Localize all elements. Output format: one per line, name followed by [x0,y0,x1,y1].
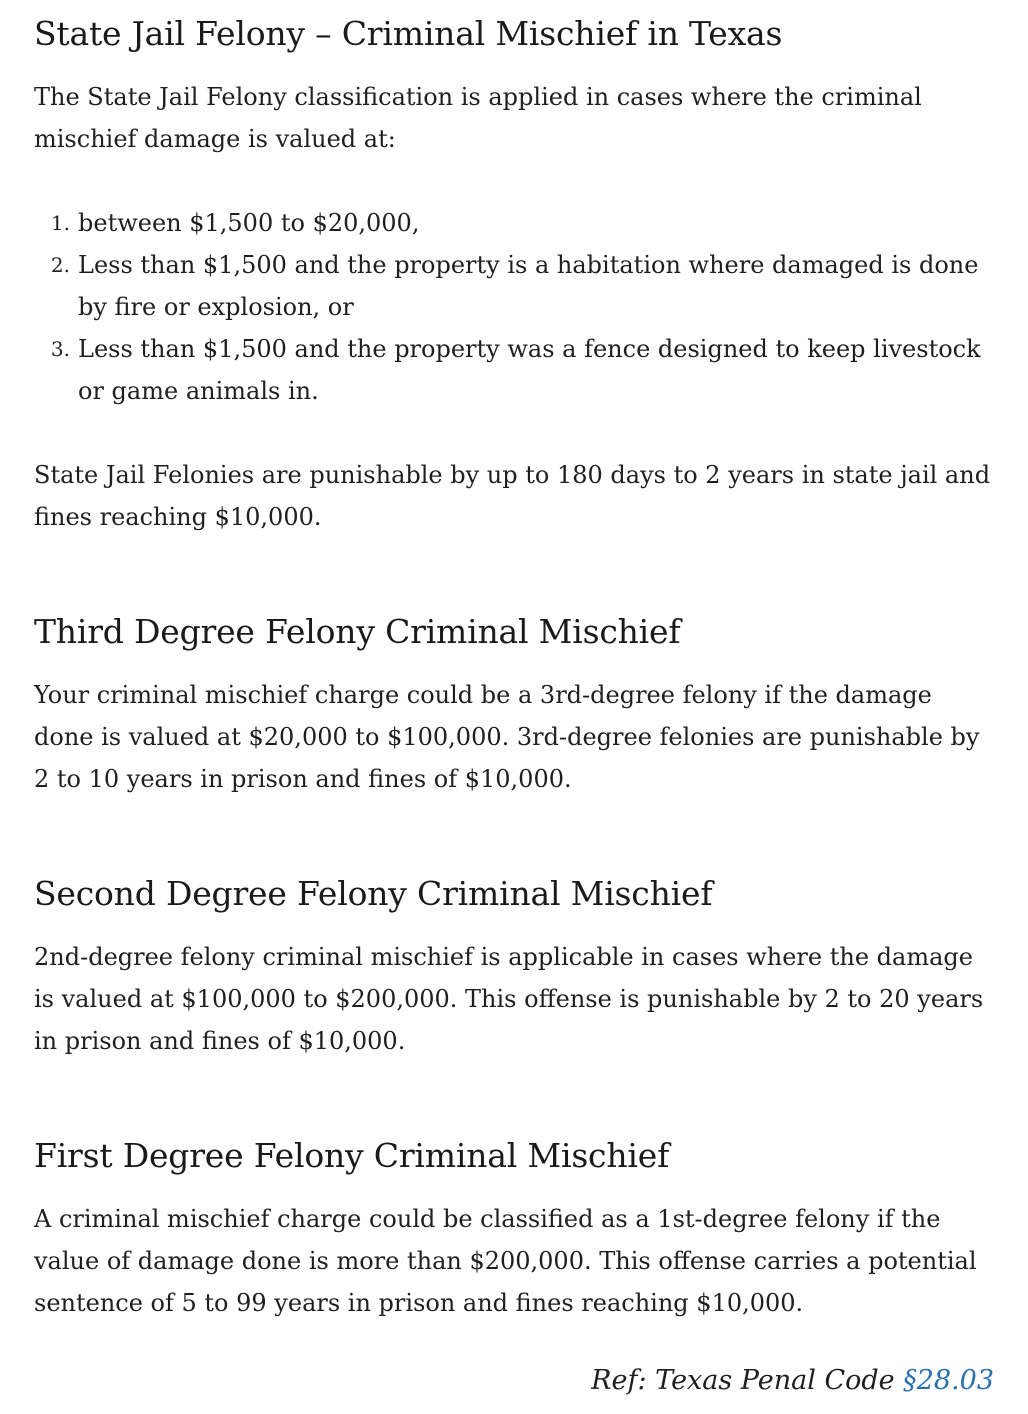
section-third-degree [34,608,994,800]
list-item-text: Less than $1,500 and the property was a fence designed to keep livestock or game animals in. [78,335,981,405]
section-spacer [34,1062,994,1132]
section-heading: Second Degree Felony Criminal Mischief [34,874,713,913]
section-spacer [34,538,994,608]
section-heading: Third Degree Felony Criminal Mischief [34,612,681,651]
list-number: 2. [50,253,70,277]
list-number: 1. [50,211,70,235]
section-intro: The State Jail Felony classification is applied in cases where the criminal mischief damage is valued at: [34,83,922,153]
section-heading: State Jail Felony – Criminal Mischief in Texas [34,14,783,53]
list-item [50,328,994,412]
penal-code-link[interactable]: §28.03 [903,1365,994,1396]
section-outro: State Jail Felonies are punishable by up to 180 days to 2 years in state jail and fines reaching $10,000. [34,461,991,531]
reference-citation [591,1360,994,1402]
section-body: 2nd-degree felony criminal mischief is applicable in cases where the damage is valued at $100,000 to $200,000. This offense is punishable by 2 to 20 years in prison and fines of $10,000. [34,943,984,1055]
section-first-degree [34,1132,994,1324]
list-item [50,244,994,328]
list-item-text: between $1,500 to $20,000, [78,209,420,237]
list-number: 3. [50,337,70,361]
damage-criteria-list [34,202,994,412]
section-spacer [34,800,994,870]
section-body: A criminal mischief charge could be classified as a 1st-degree felony if the value of damage done is more than $200,000. This offense carries a potential sentence of 5 to 99 years in prison and fines reaching $10,000. [34,1205,977,1317]
reference-prefix: Ref: Texas Penal Code [591,1365,904,1396]
section-second-degree [34,870,994,1062]
section-body: Your criminal mischief charge could be a 3rd-degree felony if the damage done is valued at $20,000 to $100,000. 3rd-degree felonies are punishable by 2 to 10 years in prison and fines of $10,000. [34,681,980,793]
section-heading: First Degree Felony Criminal Mischief [34,1136,670,1175]
list-item [50,202,994,244]
list-item-text: Less than $1,500 and the property is a habitation where damaged is done by fire or explosion, or [78,251,979,321]
section-state-jail-felony [34,10,994,538]
